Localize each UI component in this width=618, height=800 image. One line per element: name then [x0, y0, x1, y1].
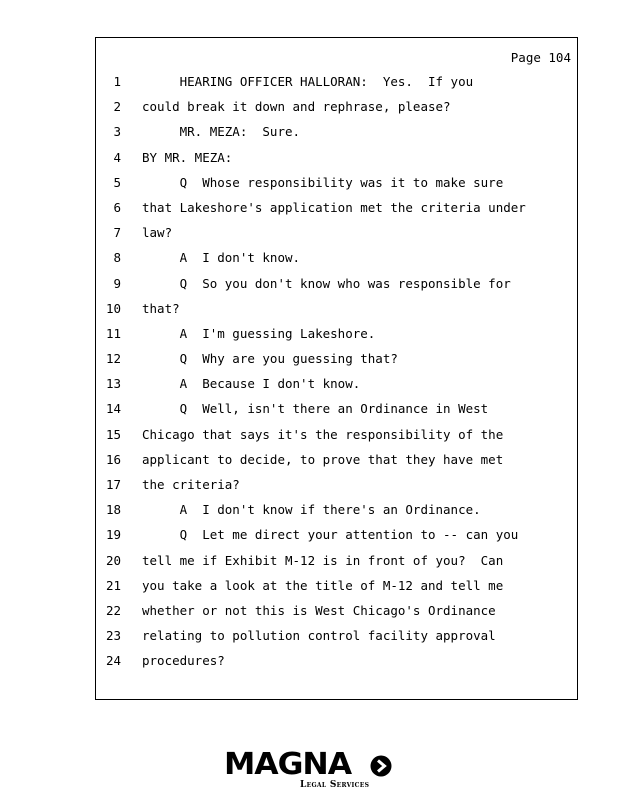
line-text: A I'm guessing Lakeshore.: [142, 325, 376, 341]
line-text: Q So you don't know who was responsible for: [142, 275, 511, 291]
transcript-line: [96, 223, 577, 248]
transcript-line: [96, 576, 577, 601]
line-text: relating to pollution control facility approval: [142, 628, 496, 644]
line-number: 12: [105, 351, 121, 367]
line-text: that?: [142, 300, 180, 316]
line-number: 5: [113, 174, 121, 190]
transcript-page: [95, 37, 578, 700]
transcript-line: [96, 274, 577, 299]
line-number: 4: [113, 149, 121, 165]
line-text: applicant to decide, to prove that they have met: [142, 451, 504, 467]
line-text: could break it down and rephrase, please?: [142, 99, 451, 115]
line-text: the criteria?: [142, 477, 240, 492]
line-number: 14: [105, 401, 121, 417]
line-number: 21: [105, 577, 121, 593]
line-text: HEARING OFFICER HALLORAN: Yes. If you: [142, 74, 474, 89]
line-number: 10: [105, 300, 121, 316]
transcript-line: [96, 324, 577, 349]
line-number: 20: [105, 552, 121, 568]
line-text: Q Let me direct your attention to -- can you: [142, 527, 519, 543]
line-number: 8: [113, 250, 121, 266]
line-number: 23: [105, 628, 121, 644]
transcript-lines: [96, 72, 577, 677]
transcript-line: [96, 72, 577, 97]
logo-wordmark: MAGNA: [224, 747, 352, 782]
chevron-right-circle-icon: [370, 755, 392, 777]
line-number: 3: [113, 124, 121, 140]
transcript-line: [96, 299, 577, 324]
transcript-line: [96, 399, 577, 424]
transcript-line: [96, 651, 577, 676]
line-text: BY MR. MEZA:: [142, 149, 233, 165]
line-text: Q Why are you guessing that?: [142, 351, 398, 367]
transcript-line: [96, 148, 577, 173]
transcript-line: [96, 626, 577, 651]
transcript-line: [96, 122, 577, 147]
transcript-line: [96, 173, 577, 198]
line-number: 9: [113, 275, 121, 291]
line-text: you take a look at the title of M-12 and tell me: [142, 577, 504, 593]
transcript-line: [96, 425, 577, 450]
line-text: law?: [142, 225, 173, 241]
line-number: 1: [113, 74, 121, 89]
line-text: tell me if Exhibit M-12 is in front of you? Can: [142, 552, 504, 568]
transcript-line: [96, 97, 577, 122]
line-text: A I don't know if there's an Ordinance.: [142, 502, 481, 518]
transcript-line: [96, 450, 577, 475]
line-number: 18: [105, 502, 121, 518]
line-text: Chicago that says it's the responsibility of the: [142, 426, 504, 442]
line-number: 13: [105, 376, 121, 392]
transcript-line: [96, 248, 577, 273]
line-text: A Because I don't know.: [142, 376, 361, 392]
line-number: 2: [113, 99, 121, 115]
line-number: 24: [105, 653, 121, 669]
line-text: A I don't know.: [142, 250, 301, 266]
line-text: whether or not this is West Chicago's Ordinance: [142, 602, 496, 618]
transcript-line: [96, 525, 577, 550]
transcript-line: [96, 551, 577, 576]
line-text: MR. MEZA: Sure.: [142, 124, 301, 140]
transcript-line: [96, 500, 577, 525]
line-number: 15: [105, 426, 121, 442]
magna-logo: [224, 748, 394, 792]
line-number: 16: [105, 451, 121, 467]
line-text: Q Whose responsibility was it to make sure: [142, 174, 504, 190]
transcript-line: [96, 374, 577, 399]
line-number: 7: [113, 225, 121, 241]
line-number: 22: [105, 602, 121, 618]
line-text: Q Well, isn't there an Ordinance in West: [142, 401, 489, 417]
line-text: procedures?: [142, 653, 225, 669]
transcript-line: [96, 198, 577, 223]
line-number: 19: [105, 527, 121, 543]
transcript-line: [96, 601, 577, 626]
line-number: 6: [113, 199, 121, 215]
page-number: Page 104: [510, 50, 571, 65]
transcript-line: [96, 475, 577, 500]
line-number: 17: [105, 477, 121, 492]
logo-subtitle: Legal Services: [300, 780, 370, 790]
line-text: that Lakeshore's application met the criteria under: [142, 199, 526, 215]
line-number: 11: [105, 325, 121, 341]
transcript-line: [96, 349, 577, 374]
